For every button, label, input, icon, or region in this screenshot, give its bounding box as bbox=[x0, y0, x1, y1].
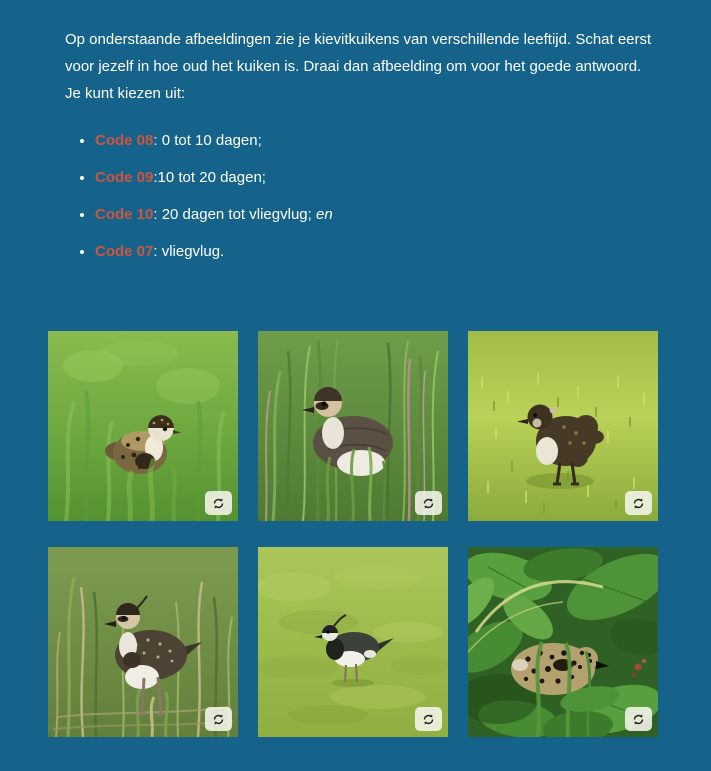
code-text: :10 tot 20 dagen; bbox=[153, 169, 266, 186]
photo-card-5[interactable] bbox=[258, 547, 448, 737]
code-item-09 bbox=[95, 167, 653, 189]
code-item-07 bbox=[95, 241, 653, 263]
intro-paragraph: Op onderstaande afbeeldingen zie je kievitkuikens van verschillende leeftijd. Schat eerst voor jezelf in hoe oud het kuiken is. Draai dan afbeelding om voor het goede antwoord. Je kunt kiezen uit: bbox=[65, 31, 652, 102]
photo-gallery bbox=[48, 331, 711, 737]
photo-card-1[interactable] bbox=[48, 331, 238, 521]
flip-button[interactable] bbox=[415, 707, 442, 731]
flip-arrows-icon bbox=[631, 712, 646, 727]
flip-arrows-icon bbox=[211, 496, 226, 511]
photo-card-2[interactable] bbox=[258, 331, 448, 521]
code-label: Code 10 bbox=[95, 206, 154, 223]
flip-arrows-icon bbox=[631, 496, 646, 511]
code-italic: en bbox=[315, 206, 333, 223]
code-list bbox=[65, 130, 653, 263]
flip-arrows-icon bbox=[421, 496, 436, 511]
flip-arrows-icon bbox=[211, 712, 226, 727]
flip-arrows-icon bbox=[421, 712, 436, 727]
code-label: Code 09 bbox=[95, 169, 154, 186]
code-label: Code 07 bbox=[95, 243, 154, 260]
code-text: : 0 tot 10 dagen; bbox=[153, 132, 262, 149]
flip-button[interactable] bbox=[625, 707, 652, 731]
text-block bbox=[65, 26, 653, 263]
photo-card-3[interactable] bbox=[468, 331, 658, 521]
photo-card-4[interactable] bbox=[48, 547, 238, 737]
flip-button[interactable] bbox=[625, 491, 652, 515]
code-item-08 bbox=[95, 130, 653, 152]
code-label: Code 08 bbox=[95, 132, 154, 149]
flip-button[interactable] bbox=[205, 491, 232, 515]
photo-card-6[interactable] bbox=[468, 547, 658, 737]
code-text: : 20 dagen tot vliegvlug; bbox=[153, 206, 316, 223]
code-item-10 bbox=[95, 204, 653, 226]
flip-button[interactable] bbox=[415, 491, 442, 515]
code-text: : vliegvlug. bbox=[153, 243, 225, 260]
flip-button[interactable] bbox=[205, 707, 232, 731]
